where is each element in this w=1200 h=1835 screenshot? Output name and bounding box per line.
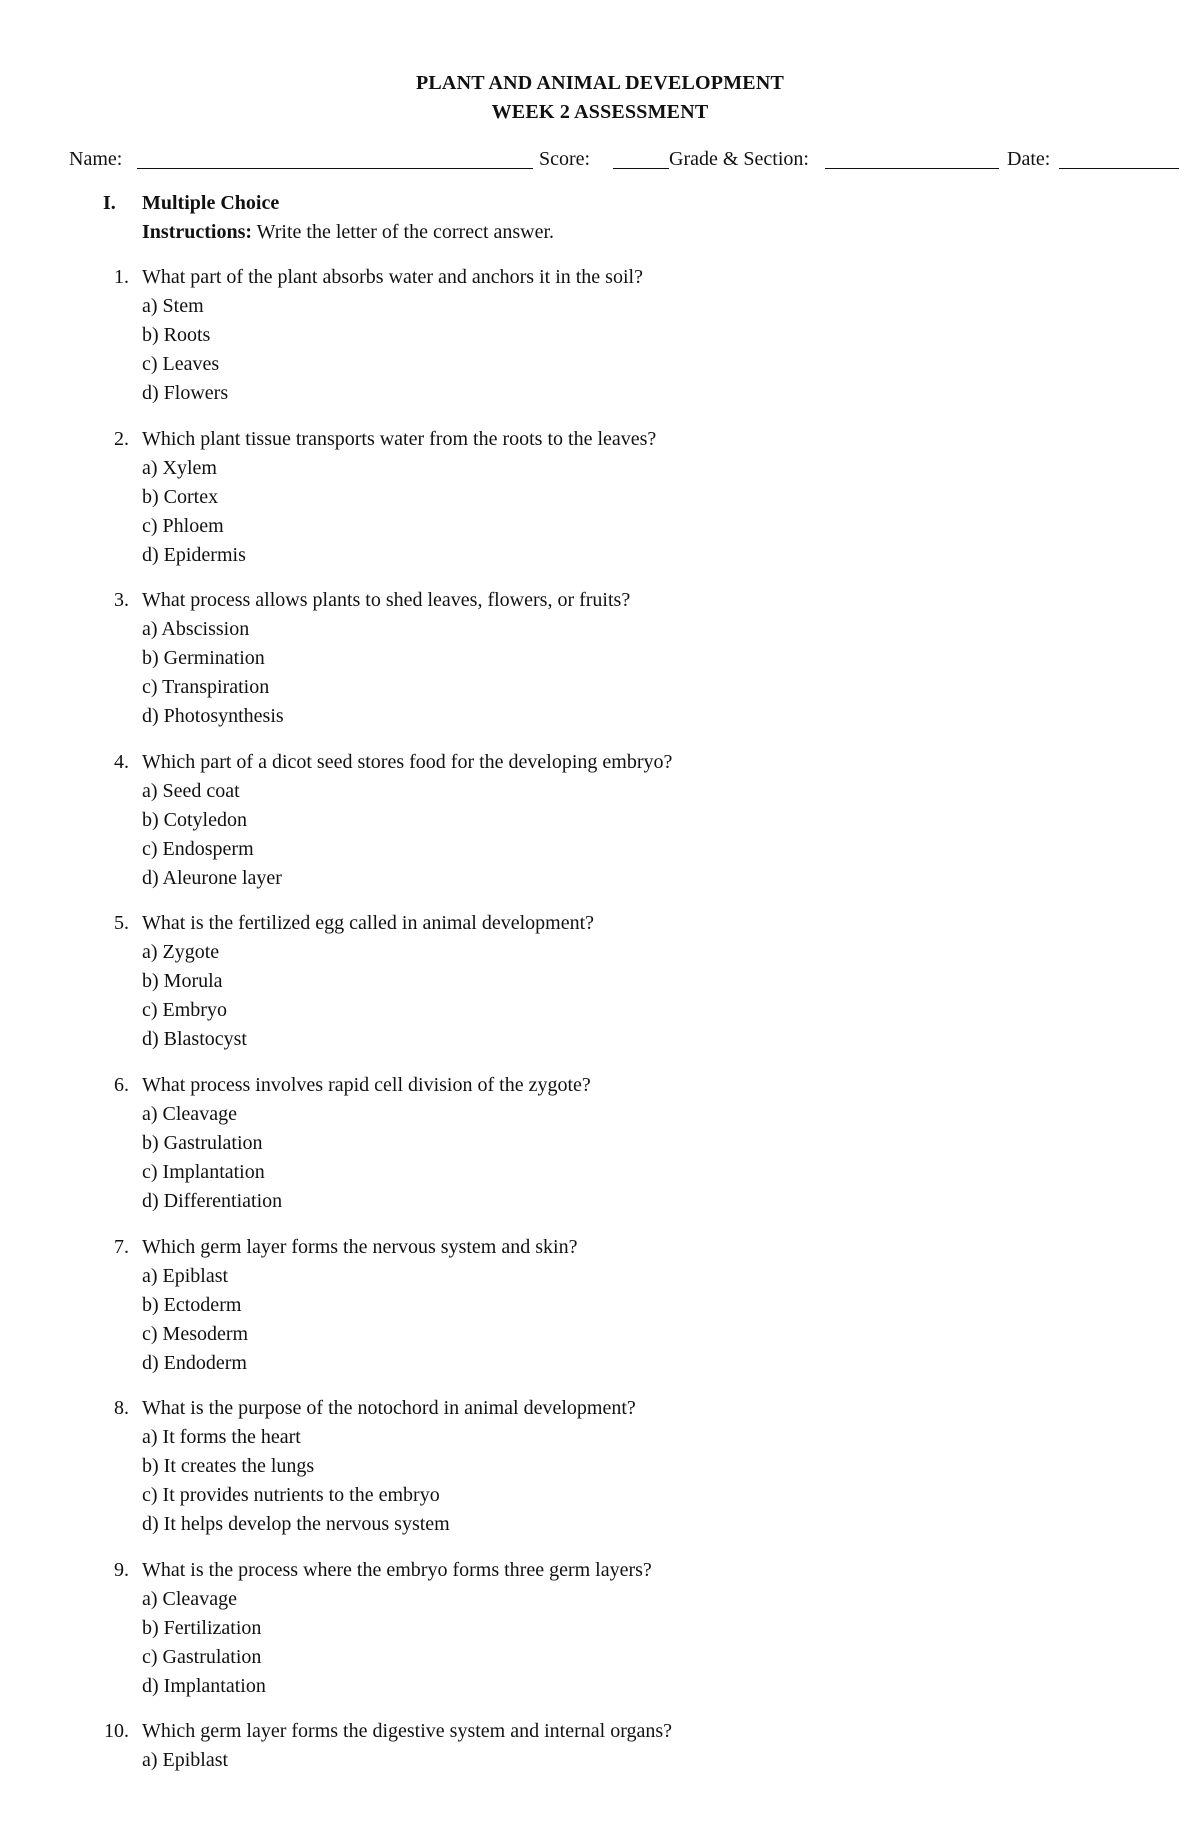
question-text: What process involves rapid cell division of the zygote? <box>142 1074 591 1096</box>
grade-section-blank[interactable] <box>825 168 999 169</box>
choice-option: a) Epiblast <box>142 1749 229 1771</box>
score-label: Score: <box>539 148 591 170</box>
question-number: 8. <box>114 1397 129 1419</box>
question-number: 3. <box>114 589 129 611</box>
choice-option: c) Implantation <box>142 1161 265 1183</box>
date-label: Date: <box>1007 148 1051 170</box>
choice-option: b) Morula <box>142 970 223 992</box>
choice-option: b) Fertilization <box>142 1617 262 1639</box>
section-title: Multiple Choice <box>142 192 280 214</box>
date-blank[interactable] <box>1059 168 1179 169</box>
question-item <box>0 1236 1200 1386</box>
choice-option: c) It provides nutrients to the embryo <box>142 1484 440 1506</box>
choice-option: d) Aleurone layer <box>142 867 282 889</box>
choice-option: c) Gastrulation <box>142 1646 262 1668</box>
question-item <box>0 428 1200 578</box>
question-number: 7. <box>114 1236 129 1258</box>
choice-option: a) Cleavage <box>142 1103 237 1125</box>
question-item <box>0 1720 1200 1790</box>
document-subtitle: WEEK 2 ASSESSMENT <box>491 101 709 123</box>
choice-option: a) Zygote <box>142 941 220 963</box>
choice-option: b) Ectoderm <box>142 1294 242 1316</box>
choice-option: b) It creates the lungs <box>142 1455 315 1477</box>
question-text: Which part of a dicot seed stores food for the developing embryo? <box>142 751 673 773</box>
question-text: Which germ layer forms the nervous system and skin? <box>142 1236 578 1258</box>
choice-option: d) Flowers <box>142 382 229 404</box>
question-number: 6. <box>114 1074 129 1096</box>
question-number: 4. <box>114 751 129 773</box>
choice-option: d) It helps develop the nervous system <box>142 1513 450 1535</box>
instructions-label: Instructions: <box>142 221 253 243</box>
score-blank[interactable] <box>613 168 669 169</box>
question-number: 5. <box>114 912 129 934</box>
question-item <box>0 1397 1200 1547</box>
section-number: I. <box>103 192 116 214</box>
document-title: PLANT AND ANIMAL DEVELOPMENT <box>415 72 785 94</box>
name-label: Name: <box>69 148 123 170</box>
question-number: 2. <box>114 428 129 450</box>
question-number: 10. <box>104 1720 129 1742</box>
name-blank[interactable] <box>137 168 533 169</box>
choice-option: d) Endoderm <box>142 1352 247 1374</box>
instructions <box>142 221 554 244</box>
choice-option: a) Xylem <box>142 457 217 479</box>
question-text: What is the process where the embryo forms three germ layers? <box>142 1559 652 1581</box>
choice-option: a) It forms the heart <box>142 1426 301 1448</box>
choice-option: d) Epidermis <box>142 544 246 566</box>
choice-option: a) Epiblast <box>142 1265 229 1287</box>
instructions-text: Write the letter of the correct answer. <box>256 221 555 243</box>
question-number: 1. <box>114 266 129 288</box>
choice-option: c) Leaves <box>142 353 220 375</box>
choice-option: d) Differentiation <box>142 1190 283 1212</box>
question-text: Which plant tissue transports water from the roots to the leaves? <box>142 428 657 450</box>
choice-option: d) Blastocyst <box>142 1028 247 1050</box>
choice-option: d) Photosynthesis <box>142 705 284 727</box>
choice-option: b) Cortex <box>142 486 219 508</box>
choice-option: c) Phloem <box>142 515 224 537</box>
choice-option: b) Gastrulation <box>142 1132 263 1154</box>
student-info-row <box>69 148 1109 174</box>
choice-option: b) Cotyledon <box>142 809 247 831</box>
choice-option: a) Cleavage <box>142 1588 237 1610</box>
question-item <box>0 751 1200 901</box>
choice-option: b) Germination <box>142 647 265 669</box>
question-number: 9. <box>114 1559 129 1581</box>
choice-option: a) Abscission <box>142 618 250 640</box>
question-text: What part of the plant absorbs water and anchors it in the soil? <box>142 266 643 288</box>
question-item <box>0 1074 1200 1224</box>
question-text: What is the fertilized egg called in animal development? <box>142 912 595 934</box>
question-text: Which germ layer forms the digestive system and internal organs? <box>142 1720 673 1742</box>
question-item <box>0 589 1200 739</box>
grade-section-label: Grade & Section: <box>669 148 809 170</box>
question-item <box>0 912 1200 1062</box>
choice-option: c) Endosperm <box>142 838 254 860</box>
choice-option: c) Embryo <box>142 999 227 1021</box>
question-item <box>0 1559 1200 1709</box>
question-text: What process allows plants to shed leaves, flowers, or fruits? <box>142 589 631 611</box>
choice-option: b) Roots <box>142 324 211 346</box>
choice-option: d) Implantation <box>142 1675 266 1697</box>
question-item <box>0 266 1200 416</box>
question-text: What is the purpose of the notochord in animal development? <box>142 1397 636 1419</box>
choice-option: a) Stem <box>142 295 204 317</box>
choice-option: a) Seed coat <box>142 780 240 802</box>
choice-option: c) Mesoderm <box>142 1323 249 1345</box>
choice-option: c) Transpiration <box>142 676 270 698</box>
